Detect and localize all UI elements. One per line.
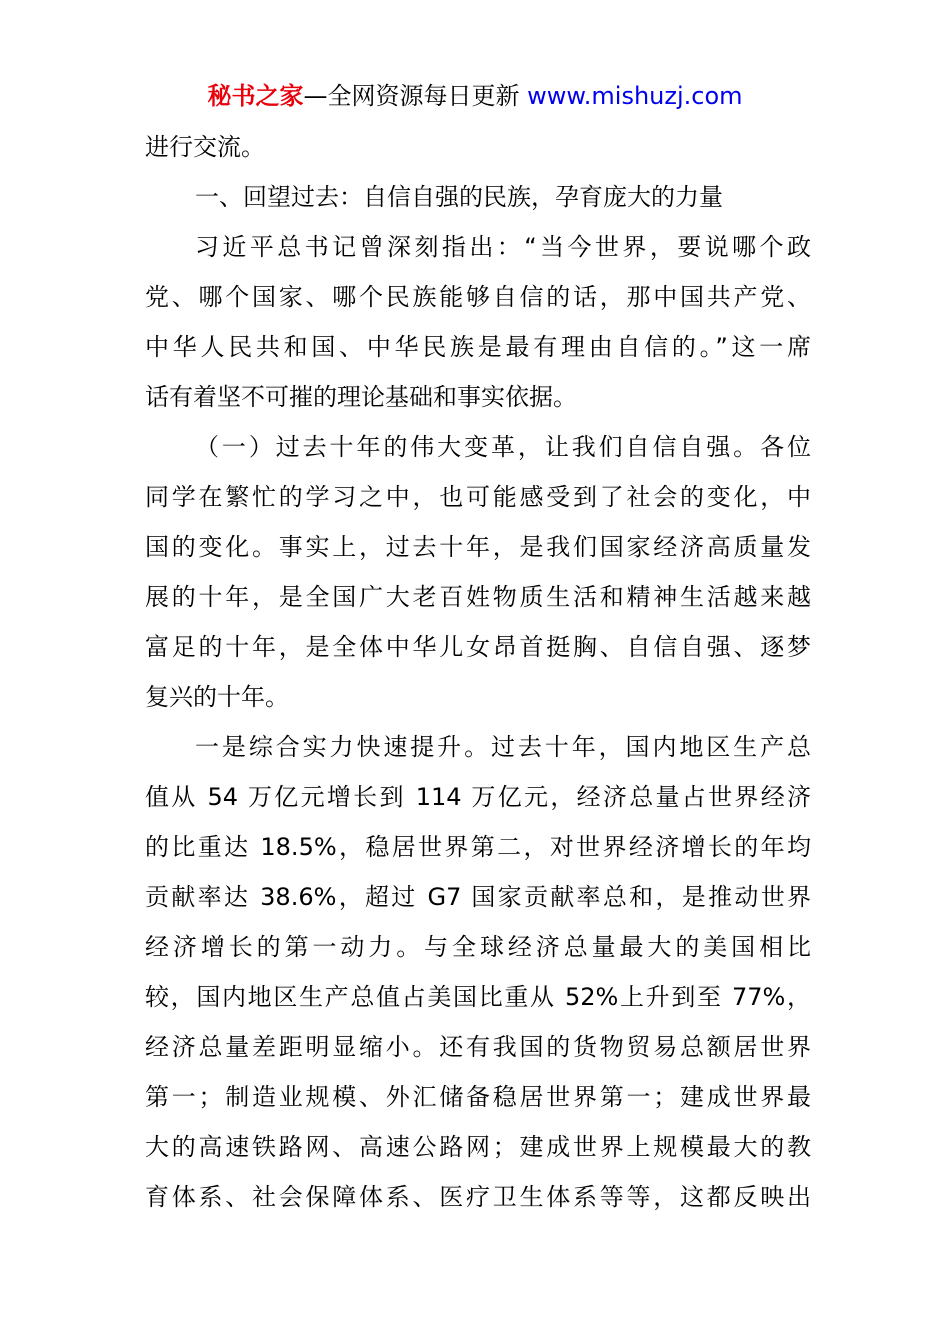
text-line: 经济总量差距明显缩小。还有我国的货物贸易总额居世界 xyxy=(145,1033,811,1061)
text-line: 同学在繁忙的学习之中，也可能感受到了社会的变化，中 xyxy=(145,483,811,511)
text-line: （一）过去十年的伟大变革，让我们自信自强。各位 xyxy=(195,433,811,461)
text-line: 第一；制造业规模、外汇储备稳居世界第一；建成世界最 xyxy=(145,1083,811,1111)
site-header xyxy=(0,80,950,112)
text-line: 经济增长的第一动力。与全球经济总量最大的美国相比 xyxy=(145,933,811,961)
section-heading: 一、回望过去：自信自强的民族，孕育庞大的力量 xyxy=(195,183,723,211)
text-line: 富足的十年，是全体中华儿女昂首挺胸、自信自强、逐梦 xyxy=(145,633,811,661)
text-line: 复兴的十年。 xyxy=(145,683,289,711)
text-line: 习近平总书记曾深刻指出：“当今世界，要说哪个政 xyxy=(195,233,811,261)
text-line: 党、哪个国家、哪个民族能够自信的话，那中国共产党、 xyxy=(145,283,811,311)
text-line: 一是综合实力快速提升。过去十年，国内地区生产总 xyxy=(195,733,811,761)
text-line: 大的高速铁路网、高速公路网；建成世界上规模最大的教 xyxy=(145,1133,811,1161)
text-line: 的比重达 18.5%，稳居世界第二，对世界经济增长的年均 xyxy=(145,833,811,861)
text-line: 展的十年，是全国广大老百姓物质生活和精神生活越来越 xyxy=(145,583,811,611)
text-line: 国的变化。事实上，过去十年，是我们国家经济高质量发 xyxy=(145,533,811,561)
text-line: 贡献率达 38.6%，超过 G7 国家贡献率总和，是推动世界 xyxy=(145,883,811,911)
text-line: 育体系、社会保障体系、医疗卫生体系等等，这都反映出 xyxy=(145,1183,811,1211)
text-line: 较，国内地区生产总值占美国比重从 52%上升到至 77%， xyxy=(145,983,811,1011)
text-line: 进行交流。 xyxy=(145,133,265,161)
site-url[interactable]: www.mishuzj.com xyxy=(519,82,743,110)
text-line: 话有着坚不可摧的理论基础和事实依据。 xyxy=(145,383,577,411)
text-line: 值从 54 万亿元增长到 114 万亿元，经济总量占世界经济 xyxy=(145,783,811,811)
header-tagline: —全网资源每日更新 xyxy=(303,82,520,110)
text-line: 中华人民共和国、中华民族是最有理由自信的。”这一席 xyxy=(145,333,811,361)
brand-name: 秘书之家 xyxy=(207,82,304,110)
document-body xyxy=(145,122,811,1222)
